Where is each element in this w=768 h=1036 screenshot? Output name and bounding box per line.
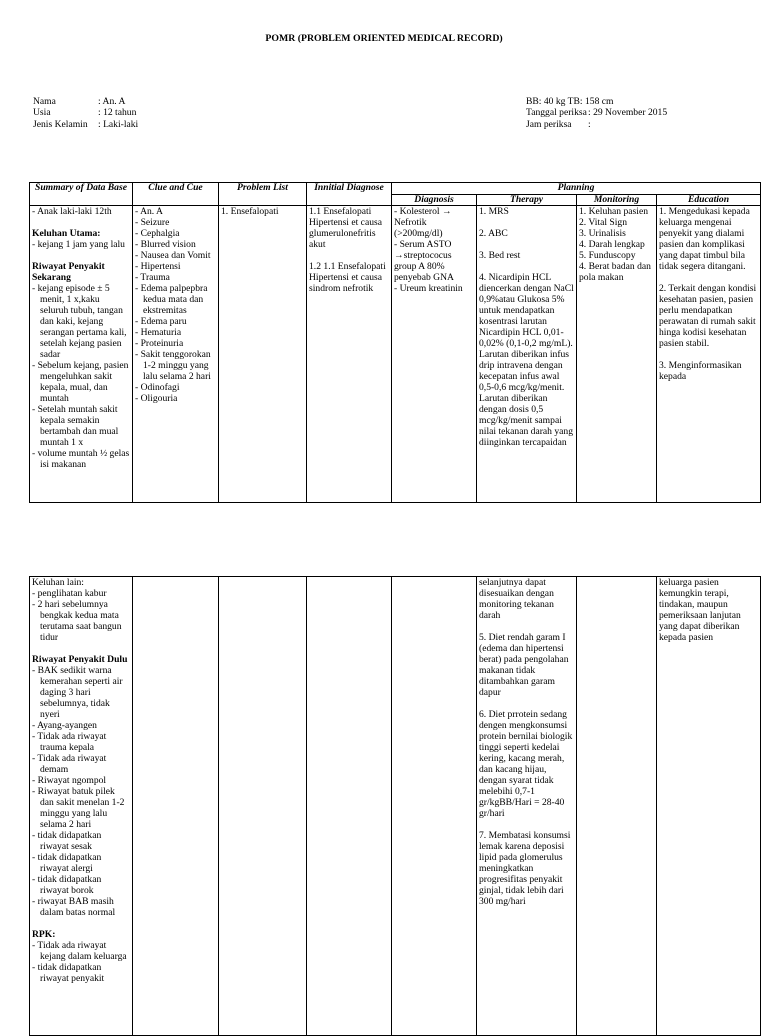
header-problem-list: Problem List <box>219 183 307 206</box>
cell-line: - Ureum kreatinin <box>394 283 463 295</box>
cell-line: 3. Urinalisis <box>579 228 626 240</box>
cell-line: - kejang 1 jam yang lalu <box>32 239 125 251</box>
cell-line: 1.2 1.1 Ensefalopati Hipertensi et causa sindrom nefrotik <box>309 261 386 295</box>
cell-line: 4. Berat badan dan pola makan <box>579 261 651 284</box>
therapy-cell <box>477 206 577 503</box>
cell-line: Riwayat Penyakit Dulu <box>32 654 128 665</box>
cell-line: - Riwayat batuk pilek dan sakit menelan 1-2 minggu yang lalu selama 2 hari <box>32 786 125 830</box>
cell-line: selanjutnya dapat disesuaikan dengan monitoring tekanan darah <box>479 577 554 621</box>
cell-line <box>659 349 758 360</box>
cell-line: - tidak didapatkan riwayat sesak <box>32 830 102 852</box>
monitoring-cell <box>577 206 657 503</box>
exam-date-value: : 29 November 2015 <box>588 107 668 119</box>
cell-line <box>479 621 574 632</box>
cell-line: - penglihatan kabur <box>32 588 107 599</box>
cell-line: 2. ABC <box>479 228 508 240</box>
weight-height: BB: 40 kg TB: 158 cm <box>526 96 614 107</box>
cell-line: - Anak laki-laki 12th <box>32 206 112 218</box>
cell-line <box>659 272 758 283</box>
exam-time-value: : <box>588 118 591 130</box>
cell-line: - Cephalgia <box>135 228 180 240</box>
cell-line: 1.1 Ensefalopati Hipertensi et causa glumerulonefritis akut <box>309 206 382 251</box>
pomr-table-page-1 <box>29 182 761 503</box>
problem-cell <box>219 577 307 1036</box>
cell-line: - Trauma <box>135 272 170 284</box>
header-planning: Planning <box>392 183 761 195</box>
cell-line: - 2 hari sebelumnya bengkak kedua mata terutama saat bangun tidur <box>32 599 122 643</box>
monitoring-cell <box>577 577 657 1036</box>
header-initial-diagnose: Innitial Diagnose <box>307 183 392 206</box>
cell-line: - Hipertensi <box>135 261 181 273</box>
education-cell <box>657 206 761 503</box>
name-label: Nama <box>33 96 56 107</box>
cell-line: - Sakit tenggorokan 1-2 minggu yang lalu selama 2 hari <box>135 349 211 383</box>
document-title: POMR (PROBLEM ORIENTED MEDICAL RECORD) <box>265 33 503 44</box>
cell-line: - Riwayat ngompol <box>32 775 107 786</box>
header-clue-cue: Clue and Cue <box>133 183 219 206</box>
exam-info <box>526 96 667 130</box>
cell-line: - Ayang-ayangen <box>32 720 97 731</box>
clue-cell <box>133 577 219 1036</box>
cell-line <box>32 918 130 929</box>
cell-line: - volume muntah ½ gelas isi makanan <box>32 448 130 471</box>
education-cell <box>657 577 761 1036</box>
cell-line: - Tidak ada riwayat demam <box>32 753 107 775</box>
diagnosis-cell <box>392 577 477 1036</box>
cell-line <box>32 250 130 261</box>
cell-line: 7. Membatasi konsumsi lemak karena deposisi lipid pada glomerulus meningkatkan progresifitas penyakit ginjal, tidak lebih dari 300 mg/hari <box>479 830 571 907</box>
exam-time-label: Jam periksa <box>526 118 572 130</box>
cell-line: 3. Bed rest <box>479 250 521 262</box>
cell-line: - tidak didapatkan riwayat penyakit <box>32 962 105 984</box>
cell-line: - Odinofagi <box>135 382 180 394</box>
cell-line <box>309 250 389 261</box>
sex-value: : Laki-laki <box>98 118 139 130</box>
cell-line: - Setelah muntah sakit kepala semakin bertambah dan mual muntah 1 x <box>32 404 119 449</box>
cell-line: - Tidak ada riwayat kejang dalam keluarga <box>32 940 127 962</box>
cell-line: RPK: <box>32 929 56 940</box>
cell-line <box>479 261 574 272</box>
cell-line: - BAK sedikit warna kemerahan seperti air daging 3 hari sebelumnya, tidak nyeri <box>32 665 123 720</box>
cell-line: Keluhan lain: <box>32 577 84 588</box>
cell-line: 2. Vital Sign <box>579 217 628 229</box>
cell-line <box>479 239 574 250</box>
cell-line: - Blurred vision <box>135 239 196 251</box>
cell-line: 1. Mengedukasi kepada keluarga mengenai penyekit yang dialami pasien dan komplikasi yang dapat timbul bila tidak segera ditangani. <box>659 206 750 273</box>
cell-line: - kejang episode ± 5 menit, 1 x,kaku seluruh tubuh, tangan dan kaki, kejang serangan pertama kali, setelah kejang pasien sadar <box>32 283 127 361</box>
header-education: Education <box>657 194 761 206</box>
cell-line: - tidak didapatkan riwayat borok <box>32 874 102 896</box>
cell-line: 6. Diet prrotein sedang dengen mengkonsumsi protein bernilai biologik tinggi seperti kedelai kering, kacang merah, dan kacang hijau, dengan syarat tidak melebihi 0,7-1 gr/kgBB/Hari = 28-40 gr/hari <box>479 709 573 819</box>
cell-line: Keluhan Utama: <box>32 228 101 240</box>
header-therapy: Therapy <box>477 194 577 206</box>
cell-line: - Nausea dan Vomit <box>135 250 211 262</box>
cell-line: - Edema palpepbra kedua mata dan ekstremitas <box>135 283 208 317</box>
pomr-table-page-2 <box>29 576 761 1036</box>
cell-line <box>479 698 574 709</box>
therapy-cell <box>477 577 577 1036</box>
cell-line: - tidak didapatkan riwayat alergi <box>32 852 102 874</box>
cell-line: - Tidak ada riwayat trauma kepala <box>32 731 107 753</box>
cell-line <box>479 217 574 228</box>
header-diagnosis: Diagnosis <box>392 194 477 206</box>
cell-line: - riwayat BAB masih dalam batas normal <box>32 896 116 918</box>
age-value: : 12 tahun <box>98 107 137 119</box>
sex-label: Jenis Kelamin <box>33 118 88 130</box>
cell-line <box>32 217 130 228</box>
cell-line: - Proteinuria <box>135 338 184 350</box>
exam-date-label: Tanggal periksa <box>526 107 587 119</box>
cell-line: Riwayat Penyakit Sekarang <box>32 261 105 284</box>
clue-cell <box>133 206 219 503</box>
cell-line: 1. Ensefalopati <box>221 206 279 218</box>
cell-line: 1. Keluhan pasien <box>579 206 649 218</box>
cell-line: 1. MRS <box>479 206 509 218</box>
cell-line: 4. Darah lengkap <box>579 239 645 251</box>
cell-line: - Sebelum kejang, pasien mengeluhkan sakit kepala, mual, dan muntah <box>32 360 129 405</box>
diagnosis-cell <box>392 206 477 503</box>
cell-line: keluarga pasien kemungkin terapi, tindakan, maupun pemeriksaan lanjutan yang dapat diberikan kepada pasien <box>659 577 741 643</box>
age-label: Usia <box>33 107 51 119</box>
cell-line: - Edema paru <box>135 316 187 328</box>
cell-line: - Serum ASTO →streptococus group A 80% penyebab GNA <box>394 239 454 284</box>
cell-line: 2. Terkait dengan kondisi kesehatan pasien, pasien perlu mendapatkan perawatan di rumah sakit hinga kodisi kesehatan pasien stabil. <box>659 283 757 350</box>
initial-diagnose-cell <box>307 206 392 503</box>
patient-info <box>33 96 138 130</box>
cell-line: - An. A <box>135 206 163 218</box>
cell-line: - Kolesterol → Nefrotik (>200mg/dl) <box>394 206 452 240</box>
cell-line: 3. Menginformasikan kepada <box>659 360 742 383</box>
summary-cell <box>30 577 133 1036</box>
cell-line: 5. Funduscopy <box>579 250 636 262</box>
cell-line: - Oligouria <box>135 393 178 405</box>
cell-line: 4. Nicardipin HCL diencerkan dengan NaCl 0,9%atau Glukosa 5% untuk mendapatkan kosentrasi larutan Nicardipin HCL 0,01-0,02% (0,1-0,2 mg/mL). Larutan diberikan infus drip intravena dengan kecepatan infus awal 0,5-0,6 mcg/kg/menit. Larutan diberikan dengan dosis 0,5 mcg/kg/menit sampai nilai tekanan darah yang diinginkan tercapaidan <box>479 272 574 449</box>
cell-line <box>479 819 574 830</box>
header-summary: Summary of Data Base <box>30 183 133 206</box>
header-monitoring: Monitoring <box>577 194 657 206</box>
cell-line: 5. Diet rendah garam I (edema dan hipertensi berat) pada pengolahan makanan tidak ditambahkan garam dapur <box>479 632 569 698</box>
cell-line <box>32 643 130 654</box>
name-value: : An. A <box>98 96 126 107</box>
summary-cell <box>30 206 133 503</box>
problem-cell <box>219 206 307 503</box>
cell-line: - Hematuria <box>135 327 182 339</box>
initial-diagnose-cell <box>307 577 392 1036</box>
cell-line: - Seizure <box>135 217 170 229</box>
